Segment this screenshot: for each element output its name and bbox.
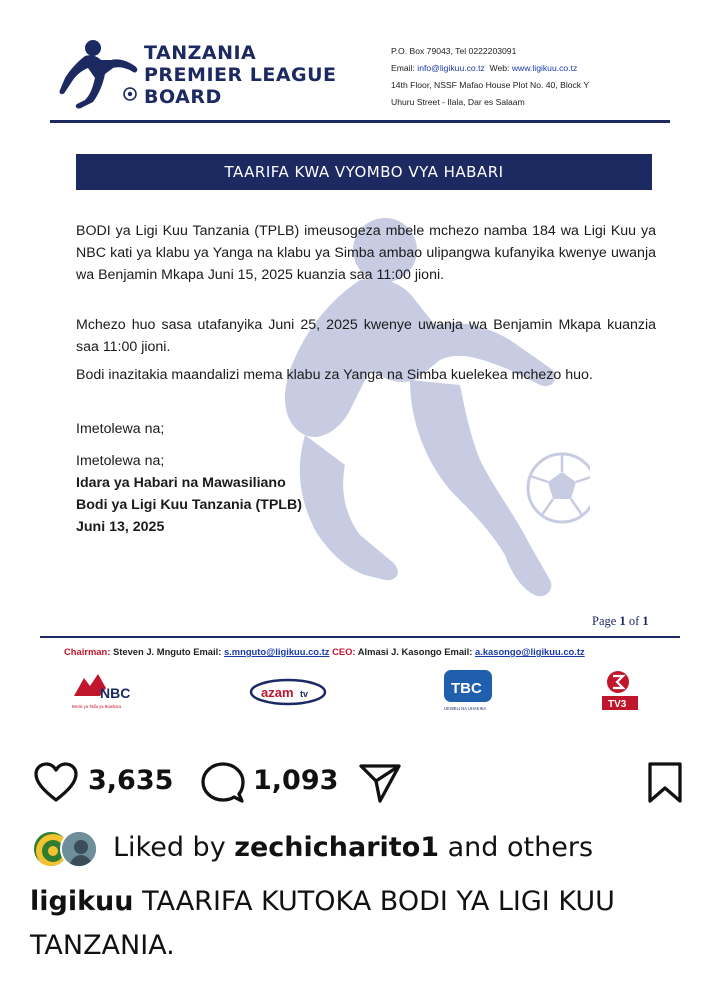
caption-username[interactable]: ligikuu <box>30 886 134 917</box>
brand-line-1: TANZANIA <box>144 42 257 64</box>
post-caption <box>30 880 690 968</box>
brand-line-3: BOARD <box>144 86 222 108</box>
signature-date-text: Juni 13, 2025 <box>76 519 165 535</box>
ceo-label: CEO: <box>332 646 356 657</box>
ceo-name: Almasi J. Kasongo Email: <box>357 646 473 657</box>
avatar[interactable] <box>60 830 98 868</box>
email-label: Email: <box>391 63 415 73</box>
tv3-text: TV3 <box>608 699 627 710</box>
liked-by-text[interactable] <box>113 832 593 863</box>
page-number <box>592 614 649 629</box>
tbc-tagline: UKWELI NA UHAKIKA <box>444 706 487 711</box>
chairman-label: Chairman: <box>64 646 111 657</box>
email-link: info@ligikuu.co.tz <box>417 63 485 73</box>
azam-tv-sponsor-logo <box>248 668 328 714</box>
contact-address-1: 14th Floor, NSSF Mafao House Plot No. 40, Block Y <box>391 80 590 90</box>
header-divider <box>50 120 670 123</box>
azam-text: azam <box>261 685 294 700</box>
page-of: of <box>628 614 640 628</box>
paragraph-2: Mchezo huo sasa utafanyika Juni 25, 2025 kwenye uwanja wa Benjamin Mkapa kuanzia saa 11:00 jioni. <box>76 317 656 355</box>
ceo-email: a.kasongo@ligikuu.co.tz <box>475 646 585 657</box>
contact-pobox: P.O. Box 79043, Tel 0222203091 <box>391 46 517 56</box>
signature-intro: Imetolewa na; <box>76 453 165 469</box>
comments-count[interactable]: 1,093 <box>253 765 339 796</box>
signature-dept-text: Idara ya Habari na Mawasiliano <box>76 475 286 491</box>
nbc-text: NBC <box>100 685 131 701</box>
heart-icon[interactable] <box>33 761 79 803</box>
contact-address-2: Uhuru Street - Ilala, Dar es Salaam <box>391 97 525 107</box>
brand-line-2: PREMIER LEAGUE <box>144 64 337 86</box>
liked-by-prefix: Liked by <box>113 832 226 863</box>
banner-title: TAARIFA KWA VYOMBO VYA HABARI <box>224 163 504 181</box>
paragraph-3: Bodi inazitakia maandalizi mema klabu za Yanga na Simba kuelekea mchezo huo. <box>76 367 593 383</box>
liked-by-suffix[interactable]: and others <box>447 832 594 863</box>
signature-dept <box>76 472 286 494</box>
contact-email-web <box>391 63 577 73</box>
page-current: 1 <box>619 614 626 628</box>
likes-count[interactable]: 3,635 <box>88 765 174 796</box>
tv3-sponsor-logo <box>596 668 646 714</box>
paragraph-1: BODI ya Ligi Kuu Tanzania (TPLB) imeusogeza mbele mchezo namba 184 wa Ligi Kuu ya NBC kati ya klabu ya Yanga na klabu ya Simba ambao ulipangwa kufanyika kwenye uwanja wa Benjamin Mkapa Juni 15, 2025 kuanzia saa 11:00 jioni. <box>76 223 656 283</box>
post-action-bar <box>0 755 720 809</box>
press-release-banner <box>76 154 652 190</box>
paragraph-4: Imetolewa na; <box>76 421 165 437</box>
liked-by-username[interactable]: zechicharito1 <box>234 832 440 863</box>
nbc-tagline: Benki ya Taifa ya Biashara <box>72 704 122 709</box>
signature-org <box>76 494 302 516</box>
footer-divider <box>40 636 680 638</box>
user-photo-icon <box>62 832 98 868</box>
comment-icon[interactable] <box>200 761 246 805</box>
signature-org-text: Bodi ya Ligi Kuu Tanzania (TPLB) <box>76 497 302 513</box>
footer-officials <box>64 646 585 657</box>
page-label: Page <box>592 614 617 628</box>
nbc-sponsor-logo <box>70 668 142 714</box>
tbc-text: TBC <box>451 680 482 697</box>
azam-tv-text: tv <box>300 689 309 699</box>
bookmark-icon[interactable] <box>645 761 685 805</box>
page-total: 1 <box>642 614 649 628</box>
tplb-logo-icon <box>55 38 145 110</box>
signature-date <box>76 516 164 538</box>
liked-by-row[interactable] <box>0 826 720 876</box>
caption-text: TAARIFA KUTOKA BODI YA LIGI KUU TANZANIA. <box>30 886 615 961</box>
chairman-name: Steven J. Mnguto Email: <box>112 646 222 657</box>
tbc-sponsor-logo <box>440 668 498 714</box>
chairman-email: s.mnguto@ligikuu.co.tz <box>223 646 330 657</box>
web-label: Web: <box>489 63 510 73</box>
web-link: www.ligikuu.co.tz <box>511 63 578 73</box>
share-icon[interactable] <box>357 761 403 805</box>
